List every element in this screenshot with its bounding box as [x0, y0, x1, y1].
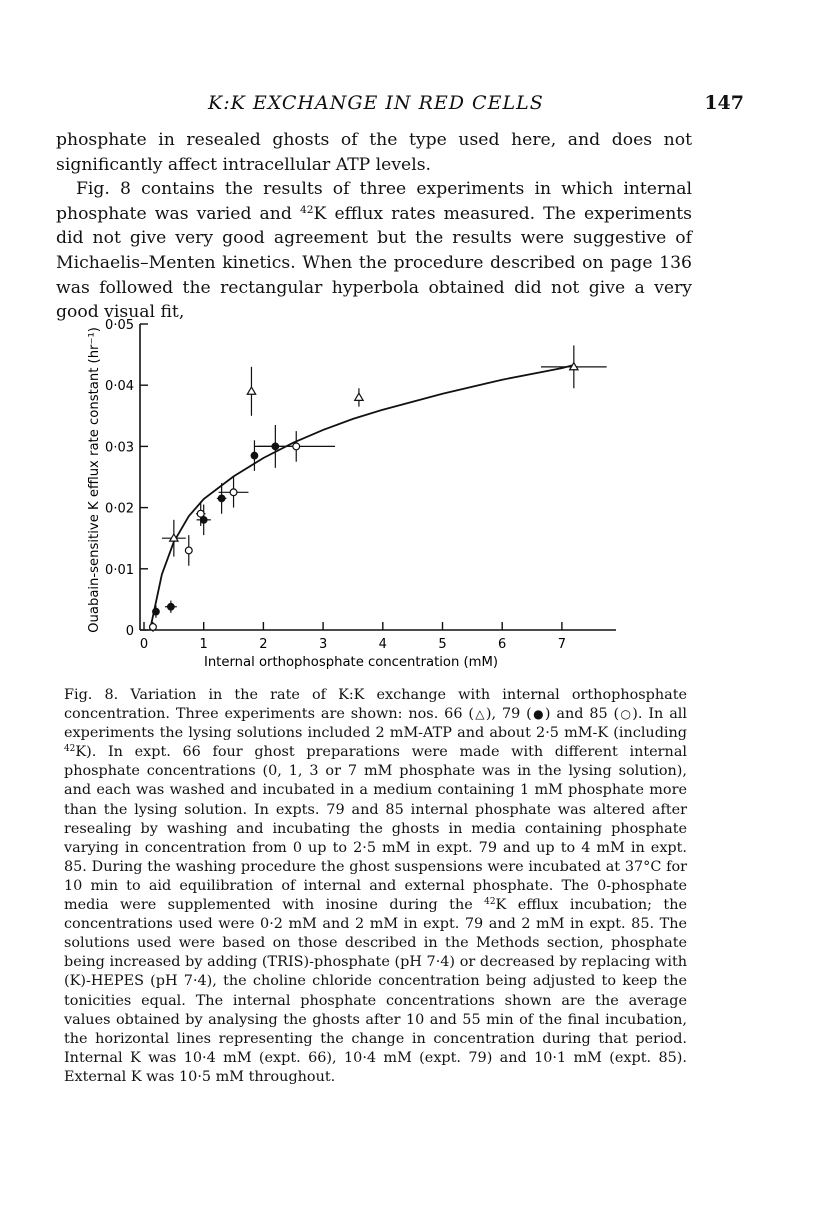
paragraph-2-part-a: Fig. 8 contains the results of three experiments in which internal phosphate was varied and	[56, 179, 692, 224]
fit-curve-group	[150, 365, 574, 630]
open-circle-marker-icon: ○	[619, 707, 633, 722]
data-point-open-circle	[150, 624, 157, 631]
caption-part: ) and 85 (	[544, 706, 620, 723]
isotope-superscript: 42	[299, 202, 314, 216]
x-tick-label: 7	[557, 637, 567, 652]
caption-part: ). In all experiments the lysing solutions included 2 mM-ATP and about 2·5 mM-K (including	[64, 706, 687, 742]
triangle-marker-icon: △	[473, 707, 486, 722]
x-tick-label: 5	[438, 637, 447, 652]
paragraph-2-part-b: K efflux rates measured. The experiments did not give very good agreement but the results were suggestive of Michaelis–Menten kinetics. When the procedure described on page 136 was followed the rectangular hyperbola obtained did not give a very good visual fit,	[56, 203, 693, 323]
y-tick-label: 0	[125, 624, 134, 639]
data-point-open-triangle	[247, 387, 255, 394]
x-tick-label: 6	[498, 637, 507, 652]
isotope-superscript: 42	[484, 897, 496, 908]
x-tick-label: 1	[199, 637, 208, 652]
data-point-open-circle	[293, 443, 300, 450]
x-tick-label: 2	[259, 637, 268, 652]
chart	[84, 308, 644, 678]
data-point-filled-circle	[153, 608, 160, 615]
paragraph-1: phosphate in resealed ghosts of the type used here, and does not significantly affect intracellular ATP levels.	[56, 130, 692, 175]
y-tick-label: 0·04	[105, 379, 134, 395]
y-tick-label: 0·01	[105, 562, 134, 578]
caption-text	[64, 686, 687, 1087]
y-tick-label: 0·05	[105, 318, 134, 333]
figure-caption	[64, 686, 687, 1087]
data-point-open-circle	[185, 547, 192, 554]
fit-curve	[150, 365, 574, 630]
data-point-open-circle	[197, 510, 204, 517]
x-axis-label: Internal orthophosphate concentration (mM)	[203, 655, 499, 670]
caption-part: ), 79 (	[485, 706, 532, 723]
data-point-filled-circle	[251, 452, 258, 459]
y-tick-label: 0·02	[105, 501, 134, 517]
x-tick-label: 4	[378, 637, 387, 652]
x-tick-label: 3	[318, 637, 328, 652]
caption-part: Fig. 8. Variation in the rate of K:K exchange with internal orthophosphate concentration. Three experiments are shown: nos. 66 (	[64, 687, 687, 723]
data-point-open-triangle	[355, 393, 363, 400]
y-axis-label: Ouabain-sensitive K efflux rate constant (hr⁻¹)	[87, 327, 102, 633]
figure-8	[84, 308, 644, 678]
data-point-filled-circle	[167, 603, 174, 610]
filled-circle-marker-icon: ●	[531, 707, 545, 722]
x-tick-label: 0	[139, 637, 149, 652]
y-tick-label: 0·03	[105, 440, 134, 456]
data-point-open-circle	[230, 489, 237, 496]
data-point-filled-circle	[218, 495, 225, 502]
paragraph-2	[56, 177, 692, 325]
page-header	[58, 92, 758, 122]
caption-part: K). In expt. 66 four ghost preparations were made with different internal phosphate concentrations (0, 1, 3 or 7 mM phosphate was in the lysing solution), and each was washed and incubated in a medium containing 1 mM phosphate more than the lysing solution. In expts. 79 and 85 internal phosphate was altered after resealing by washing and incubating the ghosts in media containing phosphate varying in concentration from 0 up to 2·5 mM in expt. 79 and up to 4 mM in expt. 85. During the washing procedure the ghost suspensions were incubated at 37°C for 10 min to aid equilibration of internal and external phosphate. The 0-phosphate media were supplemented with inosine during the	[64, 744, 687, 914]
isotope-superscript: 42	[64, 744, 76, 755]
running-title: K:K EXCHANGE IN RED CELLS	[208, 92, 544, 114]
caption-part: K efflux incubation; the concentrations used were 0·2 mM and 2 mM in expt. 79 and 2 mM in expt. 85. The solutions used were based on those described in the Methods section, phosphate being increased by adding (TRIS)-phosphate (pH 7·4) or decreased by replacing with (K)-HEPES (pH 7·4), the choline chloride concentration being adjusted to keep the tonicities equal. The internal phosphate concentrations shown are the average values obtained by analysing the ghosts after 10 and 55 min of the final incubation, the horizontal lines representing the change in concentration during that period. Internal K was 10·4 mM (expt. 66), 10·4 mM (expt. 79) and 10·1 mM (expt. 85). External K was 10·5 mM throughout.	[64, 897, 687, 1085]
body-text	[56, 128, 692, 325]
chart-axes	[105, 318, 616, 652]
page-number: 147	[704, 92, 744, 114]
